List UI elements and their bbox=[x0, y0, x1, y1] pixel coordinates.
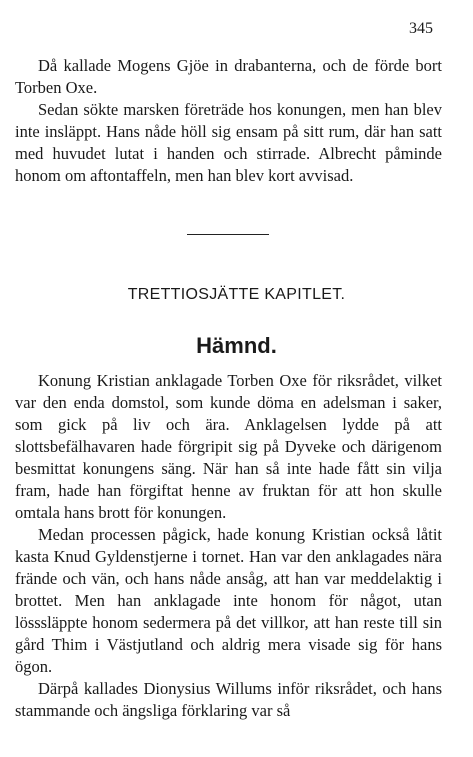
top-text-block bbox=[15, 55, 442, 187]
section-divider bbox=[187, 234, 269, 235]
chapter-body bbox=[15, 370, 442, 722]
paragraph: Medan processen pågick, hade konung Kristian också låtit kasta Knud Gyldenstjerne i tornet. Han var den anklagades nära frände och vän, och hans nåde ansåg, att han var meddelaktig i brottet. Men han anklagade inte honom för något, utan lösssläppte honom sedermera på det villkor, att han reste till sin gård Thim i Västjutland och aldrig mera visade sig för hans ögon. bbox=[15, 525, 442, 676]
paragraph: Konung Kristian anklagade Torben Oxe för riksrådet, vilket var den enda domstol, som kunde döma en adelsman i saker, som gick på liv och ära. Anklagelsen lydde på att slottsbefälhavaren hade förgripit sig på Dyveke och därigenom besmittat konungens säng. När han så inte hade fått sin vilja fram, hade han förgiftat henne av fruktan för att hon skulle omtala hans brott för konungen. bbox=[15, 371, 442, 522]
paragraph: Därpå kallades Dionysius Willums inför riksrådet, och hans stammande och ängsliga förklaring var så bbox=[15, 679, 442, 720]
chapter-heading: TRETTIOSJÄTTE KAPITLET. bbox=[127, 286, 346, 303]
page-number: 345 bbox=[409, 20, 433, 37]
chapter-title: Hämnd. bbox=[196, 333, 277, 358]
paragraph: Då kallade Mogens Gjöe in drabanterna, och de förde bort Torben Oxe. bbox=[15, 56, 442, 97]
paragraph: Sedan sökte marsken företräde hos konungen, men han blev inte insläppt. Hans nåde höll sig ensam på sitt rum, där han satt med huvudet lutat i handen och stirrade. Albrecht påminde honom om aftontaffeln, men han blev kort avvisad. bbox=[15, 100, 442, 185]
